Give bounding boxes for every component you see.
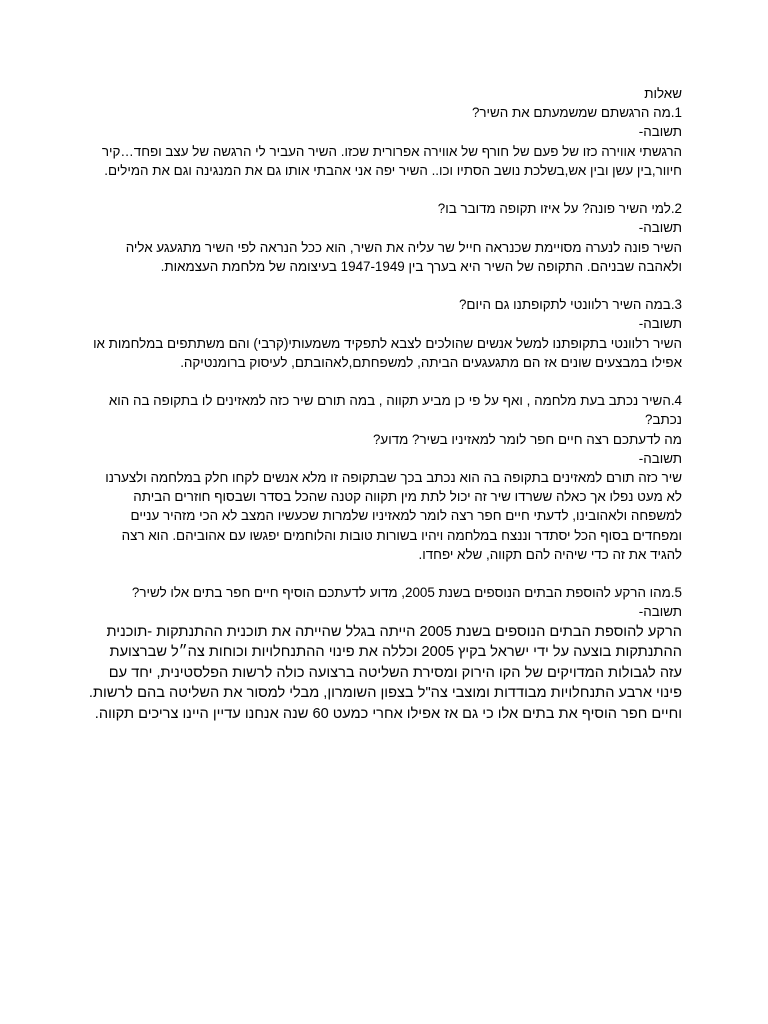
question-block-4 [88, 391, 682, 564]
answer-text: השיר פונה לנערה מסויימת שכנראה חייל שר עליה את השיר, הוא ככל הנראה לפי השיר מתגעגע אליה ולאהבה שבניהם. התקופה של השיר היא בערך בין 1947-1949 בעיצומה של מלחמת העצמאות. [125, 239, 682, 274]
question-text: 2.למי השיר פונה? על איזו תקופה מדובר בו? [437, 201, 682, 217]
page-title: שאלות [644, 86, 682, 101]
answer-label: תשובה- [638, 124, 682, 140]
answer-conclusion-text: וחיים חפר הוסיף את בתים אלו כי גם אז אפילו אחרי כמעט 60 שנה אנחנו עדיין היינו צריכים תקווה. [94, 705, 682, 722]
question-block-5 [88, 583, 682, 724]
question-followup-text: מה לדעתכם רצה חיים חפר לומר למאזיניו בשיר? מדוע? [372, 431, 682, 447]
answer-label: תשובה- [638, 450, 682, 466]
answer-text: הרגשתי אווירה כזו של פעם של חורף של אווירה אפרורית שכזו. השיר העביר לי הרגשה של עצב ופחד…קיר חיוור,בין עשן ובין אש,בשלכת נושב הסתיו וכו.. השיר יפה אני אהבתי אותו גם את המנגינה וגם את המילים. [101, 143, 682, 178]
question-text: 5.מהו הרקע להוספת הבתים הנוספים בשנת 2005, מדוע לדעתכם הוסיף חיים חפר בתים אלו לשיר? [131, 585, 682, 601]
question-text: 1.מה הרגשתם שמשמעתם את השיר? [471, 105, 682, 121]
answer-label: תשובה- [638, 316, 682, 332]
question-text: 4.השיר נכתב בעת מלחמה , ואף על פי כן מביע תקווה , במה תורם שיר כזה למאזינים לו בתקופה בה הוא נכתב? [108, 393, 682, 428]
question-text: 3.במה השיר רלוונטי לתקופתנו גם היום? [458, 297, 682, 313]
question-block-2 [88, 199, 682, 276]
answer-text: השיר רלוונטי בתקופתנו למשל אנשים שהולכים לצבא לתפקיד משמעותי(קרבי) והם משתתפים במלחמות או אפילו במבצעים שונים אז הם מתגעגעים הביתה, למשפחתם,לאהובתם, לעיסוק ברומנטיקה. [93, 335, 682, 370]
answer-label: תשובה- [638, 220, 682, 236]
answer-label: תשובה- [638, 604, 682, 620]
answer-text: שיר כזה תורם למאזינים בתקופה בה הוא נכתב בכך שבתקופה זו מלא אנשים לקחו חלק במלחמה ולצערנו לא מעט נפלו אך כאלה ששרדו שיר זה יכול לתת מין תקווה קטנה שהכל בסדר ושבסוף חוזרים הביתה למשפחה ולאהובינו, לדעתי חיים חפר רצה לומר למאזיניו שלמרות שכעשיו המצב לא הכי מזהיר עניים ומפחדים בסוף הכל יסתדר וננצח במלחמה ויהיו בשורות טובות והלוחמים יפגשו עם אהוביהם. הוא רצה להגיד את זה כדי שיהיה להם תקווה, שלא יפחדו. [105, 470, 682, 562]
document-page [88, 84, 682, 743]
question-block-3 [88, 295, 682, 372]
answer-text: הרקע להוספת הבתים הנוספים בשנת 2005 הייתה בגלל שהייתה את תוכנית ההתנתקות -תוכנית ההתנתקות בוצעה על ידי ישראל בקיץ 2005 וכללה את פינוי ההתנחלויות וכוחות צה״ל שברצועת עזה לגבולות המדויקים של הקו הירוק ומסירת השליטה ברצועה כולה לרשות הפלסטינית, יחד עם פינוי ארבע התנחלויות מבודדות ומוצבי צה"ל בצפון השומרון, מבלי למסור את השליטה בהם לרשות. [88, 623, 682, 702]
question-block-1 [88, 103, 682, 180]
